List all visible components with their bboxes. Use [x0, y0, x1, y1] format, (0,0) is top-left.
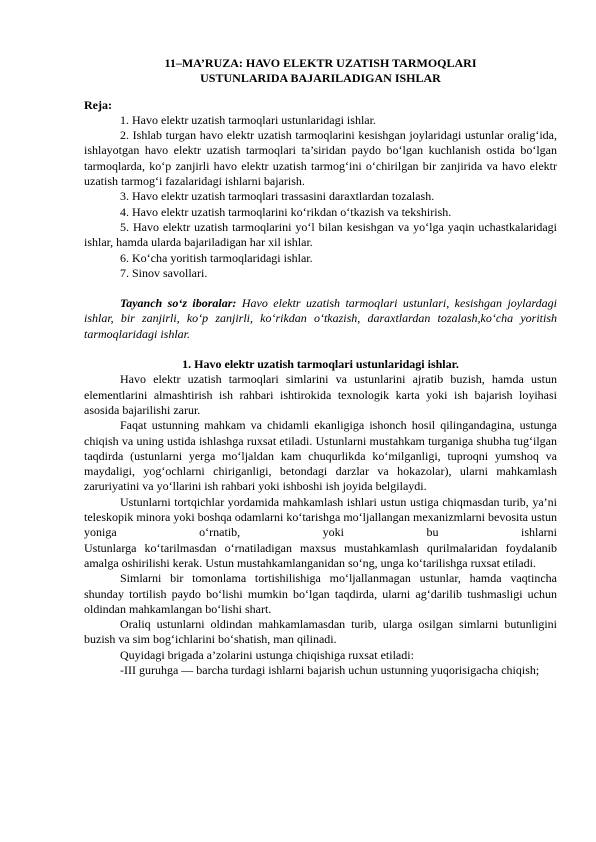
section-1-title: 1. Havo elektr uzatish tarmoqlari ustunlaridagi ishlar. — [182, 357, 459, 372]
plan-item-4: 4. Havo elektr uzatish tarmoqlarini ko‘rikdan o‘tkazish va tekshirish. — [120, 204, 452, 219]
spacer — [84, 281, 557, 296]
lecture-title-line-2: USTUNLARIDA BAJARILADIGAN ISHLAR — [200, 71, 441, 86]
section-1-paragraph-6: Oraliq ustunlarni oldindan mahkamlamasdan turib, ularga osilgan simlarni butunligini buzish va sim bog‘ichlarini bo‘shatish, man qilinadi. — [84, 617, 557, 647]
plan-item-2: 2. Ishlab turgan havo elektr uzatish tarmoqlarini kesishgan joylaridagi ustunlar oralig‘ida, ishlayotgan havo elektr uzatish tarmoqlari ta’siridan paydo bo‘lgan kuchlanish ostida bo‘lgan tarmoqlarda, ko‘p zanjirli havo elektr uzatish tarmog‘ini o‘chirilgan bir zanjirida va havo elektr uzatish tarmog‘i fazalaridagi ishlarni bajarish. — [84, 128, 557, 189]
section-1-paragraph-4: Ustunlarga ko‘tarilmasdan o‘rnatiladigan maxsus mustahkamlash qurilmalaridan foydalanib amalga oshirilishi kerak. Ustun mustahkamlanganidan so‘ng, unga ko‘tarilishga ruxsat etiladi. — [84, 540, 557, 570]
section-1-paragraph-8: -III guruhga — barcha turdagi ishlarni bajarish uchun ustunning yuqorisigacha chiqish; — [120, 662, 540, 677]
section-1-paragraph-2: Faqat ustunning mahkam va chidamli ekanligiga ishonch hosil qilingandagina, ustunga chiqish va uning ustida ishlashga ruxsat etiladi. Ustunlarni mustahkam turganiga shubha tug‘ilgan taqdirda (ustunlarni yerga mo‘ljaldan kam chuqurlikda ko‘milganligi, tuproqni yumshoq va maydaligi, yog‘ochlarni chiriganligi, betondagi darzlar va hokazolar), ularni mahkamlash zaruriyatini va yo‘llarini ish rahbari yoki ishboshi ish joyida belgilaydi. — [84, 418, 557, 494]
spacer — [84, 342, 557, 357]
plan-item-5: 5. Havo elektr uzatish tarmoqlarini yo‘l bilan kesishgan va yo‘lga yaqin uchastkalaridagi ishlar, hamda ularda bajariladigan har xil ishlar. — [84, 219, 557, 250]
document-page — [84, 56, 557, 678]
section-1-paragraph-7: Quyidagi brigada a’zolarini ustunga chiqishiga ruxsat etiladi: — [120, 647, 414, 662]
plan-item-7: 7. Sinov savollari. — [120, 265, 208, 280]
lecture-title — [84, 56, 557, 87]
keywords-paragraph — [84, 296, 557, 342]
section-1-paragraph-3: Ustunlarni tortqichlar yordamida mahkamlash ishlari ustun ustiga chiqmasdan turib, ya’ni teleskopik minora yoki boshqa odamlarni ko‘tarishga mo‘ljallangan mexanizmlarni bevosita ustun yoniga o‘rnatib, yoki bu ishlarni — [84, 494, 557, 540]
plan-item-3: 3. Havo elektr uzatish tarmoqlari trassasini daraxtlardan tozalash. — [120, 189, 435, 204]
plan-item-1: 1. Havo elektr uzatish tarmoqlari ustunlaridagi ishlar. — [120, 112, 376, 127]
section-1-paragraph-1: Havo elektr uzatish tarmoqlari simlarini va ustunlarini ajratib buzish, hamda ustun elementlarini almashtirish ish rahbari ishtirokida texnologik karta yoki ish bajarish loyihasi asosida bajarilishi zarur. — [84, 372, 557, 417]
lecture-title-line-1: 11–MA’RUZA: HAVO ELEKTR UZATISH TARMOQLARI — [164, 56, 477, 70]
plan-item-6: 6. Ko‘cha yoritish tarmoqlaridagi ishlar. — [120, 250, 313, 265]
section-1-paragraph-5: Simlarni bir tomonlama tortishilishiga mo‘ljallanmagan ustunlar, hamda vaqtincha shunday tortilish paydo bo‘lishi mumkin bo‘lgan taqdirda, ularni ag‘darilib tushmasligi uchun oldindan mahkamlangan bo‘lishi shart. — [84, 571, 557, 616]
plan-heading: Reja: — [84, 97, 112, 112]
keywords-label: Tayanch so‘z iboralar: — [120, 296, 237, 311]
keywords-text: Havo elektr uzatish tarmoqlari ustunlari, kesishgan joylardagi ishlar, bir zanjirli, ko‘p zanjirli, ko‘rikdan o‘tkazish, daraxtlardan tozalash,ko‘cha yoritish tarmoqlaridagi ishlar. — [84, 296, 557, 341]
